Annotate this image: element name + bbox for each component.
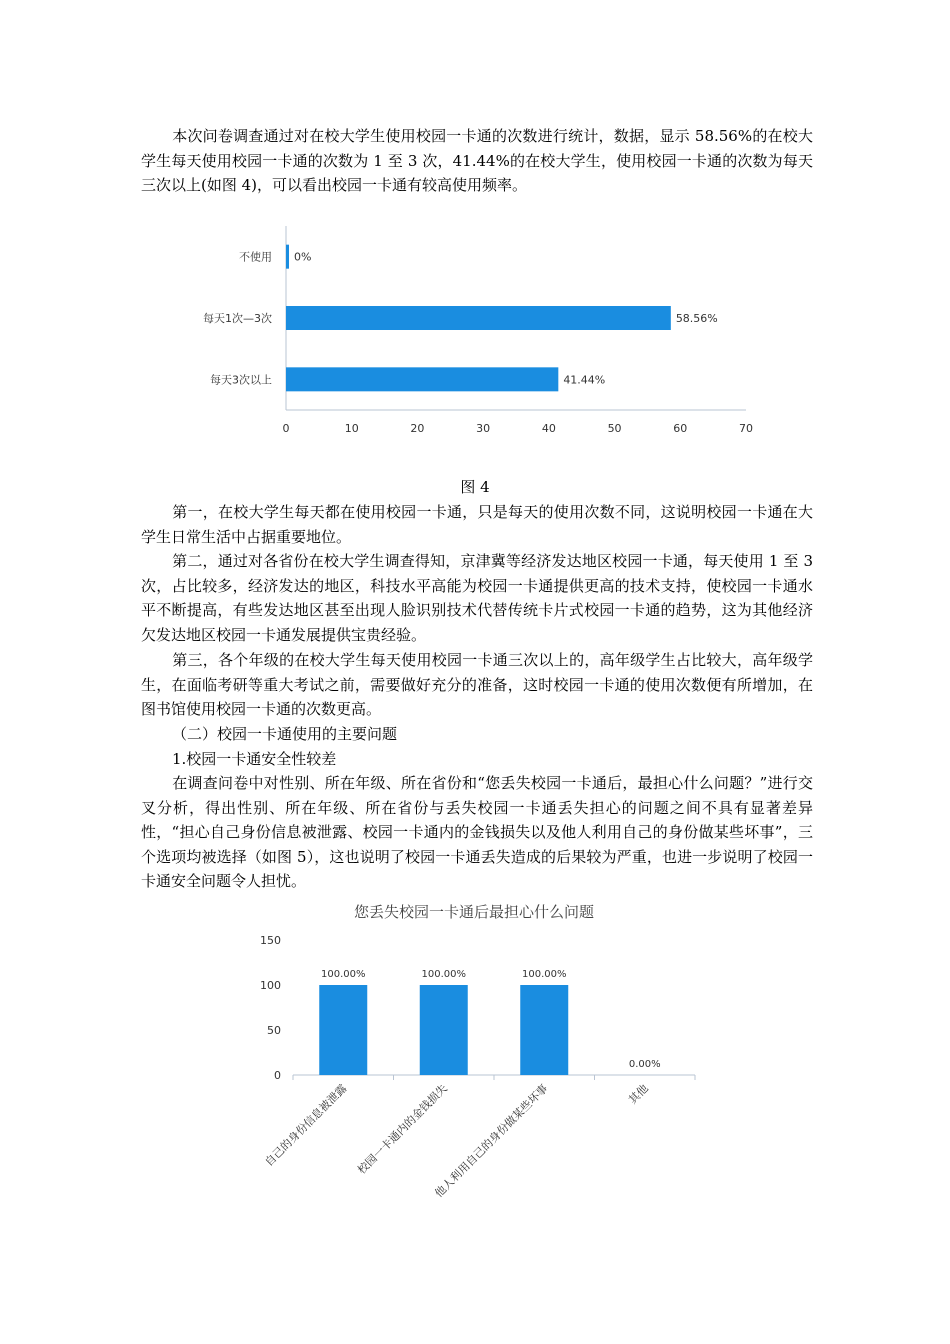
y-tick-label: 150 [260,934,281,947]
bar [520,985,568,1075]
data-label: 100.00% [421,969,466,980]
category-label: 不使用 [239,250,272,264]
paragraph-second-point: 第二，通过对各省份在校大学生调查得知，京津冀等经济发达地区校园一卡通，每天使用 1 至 3 次，占比较多，经济发达的地区，科技水平高能为校园一卡通提供更高的技术支持，使校园一卡通水平不断提高，有些发达地区甚至出现人脸识别技术代替传统卡片式校园一卡通的趋势，这为其他经济欠发达地区校园一卡通发展提供宝贵经验。 [141,552,813,644]
category-label: 校园一卡通内的金钱损失 [355,1081,450,1177]
bar [319,985,367,1075]
x-tick-label: 0 [282,422,290,435]
category-label: 他人利用自己的身份做某些坏事 [432,1081,551,1201]
data-label: 0% [294,250,312,264]
y-tick-label: 100 [260,979,281,992]
data-label: 41.44% [563,373,606,387]
y-tick-label: 0 [274,1069,281,1082]
x-tick-label: 60 [673,422,688,435]
paragraph-first-point: 第一，在校大学生每天都在使用校园一卡通，只是每天的使用次数不同，这说明校园一卡通在大学生日常生活中占据重要地位。 [141,503,813,546]
loss-concern-chart [240,895,720,1215]
subsection-heading: 1.校园一卡通安全性较差 [172,750,337,768]
chart-title: 您丢失校园一卡通后最担心什么问题 [353,903,595,921]
data-label: 0.00% [628,1059,661,1070]
figure-4-caption: 图 4 [460,478,490,496]
x-tick-label: 50 [607,422,622,435]
category-label: 其他 [626,1081,651,1107]
paragraph-security: 在调查问卷中对性别、所在年级、所在省份和“您丢失校园一卡通后，最担心什么问题？”进行交叉分析，得出性别、所在年级、所在省份与丢失校园一卡通丢失担心的问题之间不具有显著差异性，“担心自己身份信息被泄露、校园一卡通内的金钱损失以及他人利用自己的身份做某些坏事”，三个选项均被选择（如图 5），这也说明了校园一卡通丢失造成的后果较为严重，也进一步说明了校园一卡通安全问题令人担忧。 [141,774,813,890]
bar [286,245,289,269]
y-tick-label: 50 [267,1024,281,1037]
x-tick-label: 40 [541,422,556,435]
x-tick-label: 10 [344,422,359,435]
paragraph-third-point: 第三，各个年级的在校大学生每天使用校园一卡通三次以上的，高年级学生占比较大，高年级学生，在面临考研等重大考试之前，需要做好充分的准备，这时校园一卡通的使用次数便有所增加，在图书馆使用校园一卡通的次数更高。 [141,651,813,718]
paragraph-intro: 本次问卷调查通过对在校大学生使用校园一卡通的次数进行统计，数据，显示 58.56%的在校大学生每天使用校园一卡通的次数为 1 至 3 次，41.44%的在校大学生，使用校园一卡通的次数为每天三次以上(如图 4)，可以看出校园一卡通有较高使用频率。 [141,127,813,194]
bar [420,985,468,1075]
x-tick-label: 70 [739,422,753,435]
data-label: 100.00% [321,969,366,980]
category-label: 每天1次—3次 [203,312,272,325]
category-label: 每天3次以上 [210,373,272,387]
usage-frequency-chart [190,222,770,440]
data-label: 100.00% [522,969,567,980]
x-tick-label: 30 [476,422,491,435]
data-label: 58.56% [675,312,718,325]
section-heading: （二）校园一卡通使用的主要问题 [172,725,398,743]
x-tick-label: 20 [410,422,425,435]
bar [286,367,558,391]
bar [286,306,671,330]
category-label: 自己的身份信息被泄露 [262,1081,350,1169]
